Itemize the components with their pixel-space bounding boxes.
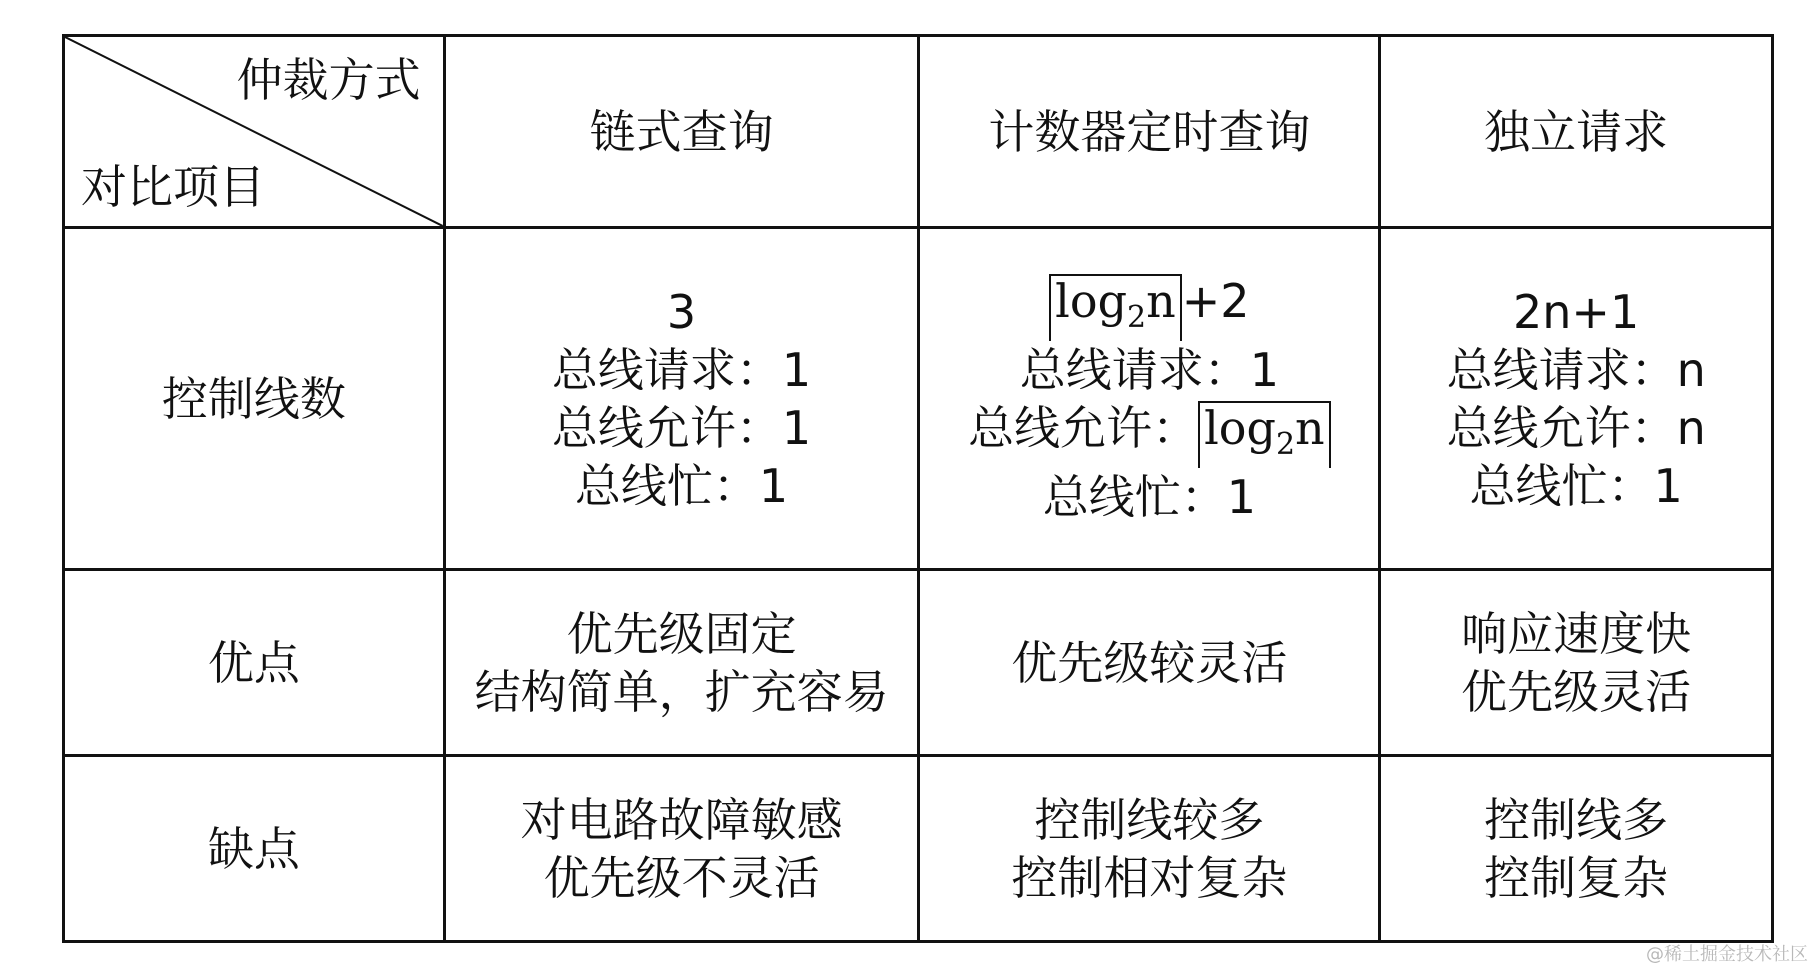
- cell-adv-chain: [444, 570, 919, 756]
- cell-dis-counter: [919, 756, 1380, 942]
- counter-req: 总线请求：1: [1019, 342, 1280, 397]
- independent-grant: 总线允许：n: [1446, 400, 1706, 455]
- header-counter-query: 计数器定时查询: [919, 36, 1380, 228]
- adv-counter-line: 优先级较灵活: [1011, 635, 1288, 690]
- row-label-control-lines: 控制线数: [64, 228, 445, 570]
- adv-chain-line: 优先级固定: [566, 606, 797, 661]
- counter-busy: 总线忙：1: [1042, 469, 1257, 524]
- cell-adv-independent: [1380, 570, 1773, 756]
- row-label-disadvantages: 缺点: [64, 756, 445, 942]
- cell-adv-counter: [919, 570, 1380, 756]
- ceil-log-expression: $\log_2n$: [1049, 274, 1182, 341]
- corner-cell: [64, 36, 445, 228]
- header-independent-request: 独立请求: [1380, 36, 1773, 228]
- chain-grant: 总线允许：1: [551, 400, 812, 455]
- chain-req: 总线请求：1: [551, 342, 812, 397]
- adv-independent-line: 响应速度快: [1461, 606, 1692, 661]
- cell-control-independent: [1380, 228, 1773, 570]
- cell-dis-independent: [1380, 756, 1773, 942]
- counter-grant: 总线允许： $\log_2n$: [920, 399, 1378, 468]
- adv-independent-line: 优先级灵活: [1461, 664, 1692, 719]
- watermark: @稀土掘金技术社区: [1646, 944, 1808, 965]
- dis-chain-line: 对电路故障敏感: [520, 792, 843, 847]
- adv-chain-line: 结构简单，扩充容易: [474, 664, 889, 719]
- dis-independent-line: 控制线多: [1484, 792, 1669, 847]
- row-disadvantages: [64, 756, 1773, 942]
- cell-control-counter: [919, 228, 1380, 570]
- dis-counter-line: 控制相对复杂: [1011, 850, 1288, 905]
- header-comparison-item: 对比项目: [81, 160, 265, 214]
- chain-total: 3: [666, 284, 697, 339]
- comparison-table: [62, 34, 1774, 943]
- row-label-advantages: 优点: [64, 570, 445, 756]
- cell-control-chain: [444, 228, 919, 570]
- row-advantages: [64, 570, 1773, 756]
- counter-total: $\log_2n +2$: [920, 272, 1378, 341]
- dis-chain-line: 优先级不灵活: [543, 850, 820, 905]
- independent-req: 总线请求：n: [1446, 342, 1706, 397]
- dis-independent-line: 控制复杂: [1484, 850, 1669, 905]
- header-chain-query: 链式查询: [444, 36, 919, 228]
- header-arbitration-method: 仲裁方式: [236, 53, 421, 107]
- chain-busy: 总线忙：1: [574, 458, 789, 513]
- cell-dis-chain: [444, 756, 919, 942]
- row-control-lines: [64, 228, 1773, 570]
- ceil-log-expression: $\log_2n$: [1198, 401, 1331, 468]
- header-row: [64, 36, 1773, 228]
- independent-total: 2n+1: [1513, 284, 1640, 339]
- independent-busy: 总线忙：1: [1469, 458, 1683, 513]
- dis-counter-line: 控制线较多: [1034, 792, 1265, 847]
